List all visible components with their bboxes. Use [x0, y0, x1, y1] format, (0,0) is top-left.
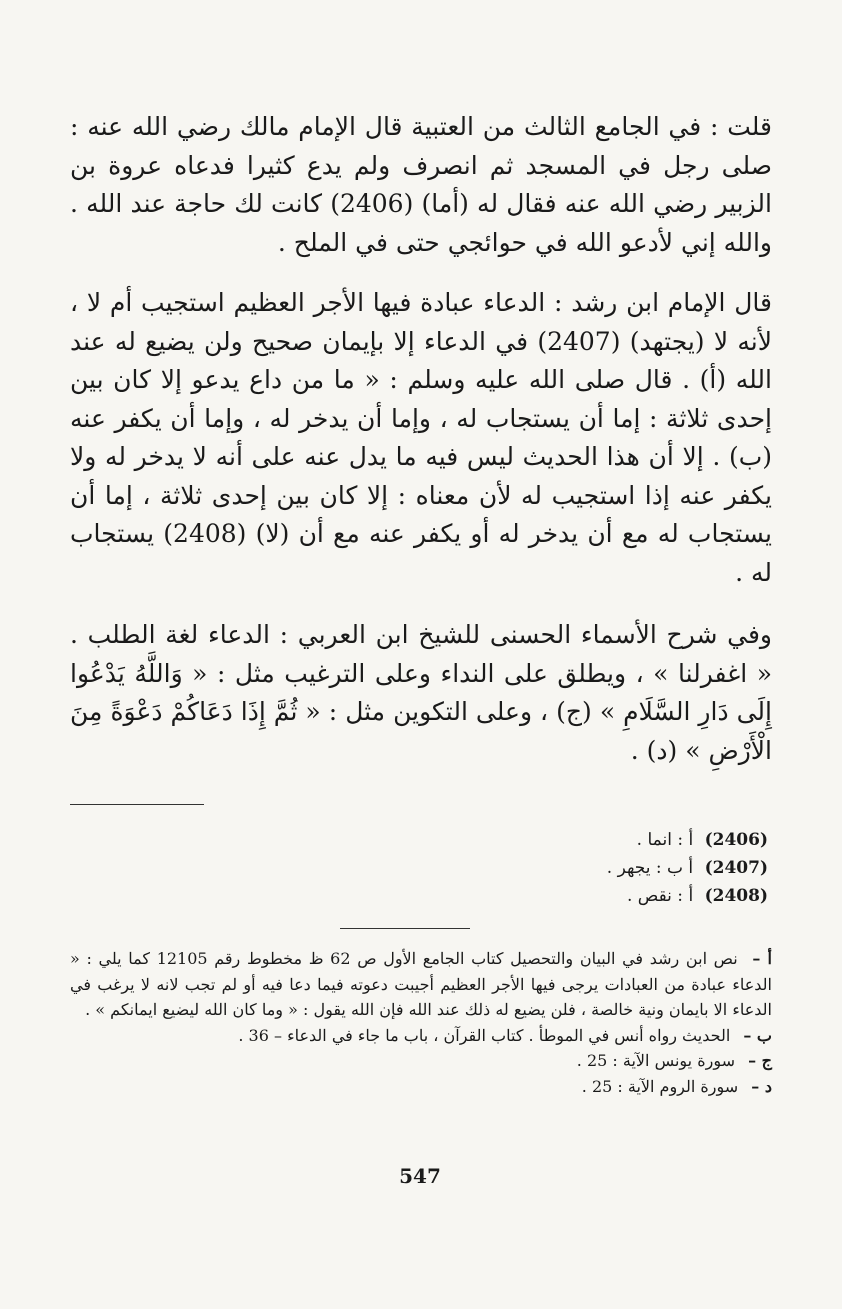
footnote-letter: ج – [748, 1051, 772, 1070]
source-footnote [70, 946, 772, 1023]
source-footnotes [70, 946, 772, 1099]
variant-footnote [368, 882, 768, 910]
footnote-number: (2408) [704, 886, 768, 906]
source-footnote [70, 1023, 772, 1049]
footnote-separator [70, 804, 204, 805]
variant-footnote [368, 854, 768, 882]
source-notes-separator [340, 928, 470, 929]
paragraph-1: قلت : في الجامع الثالث من العتبية قال الإمام مالك رضي الله عنه : صلى رجل في المسجد ثم انصرف ولم يدع كثيرا فدعاه عروة بن الزبير رضي الله عنه فقال له (أما) (2406) كانت لك حاجة عند الله . والله إني لأدعو الله في حوائجي حتى في الملح . [70, 112, 772, 257]
footnote-number: (2407) [704, 858, 768, 878]
variant-footnote [368, 826, 768, 854]
footnote-letter: أ – [752, 949, 773, 968]
footnote-letter: ب – [743, 1025, 772, 1045]
footnote-text: سورة يونس الآية : 25 . [576, 1051, 735, 1070]
footnote-text: أ : نقص . [626, 886, 694, 906]
paragraph-2: قال الإمام ابن رشد : الدعاء عبادة فيها الأجر العظيم استجيب أم لا ، لأنه لا (يجتهد) (2407) في الدعاء إلا بإيمان صحيح ولن يضيع له عند الله (أ) . قال صلى الله عليه وسلم : « ما من داع يدعو إلا كان بين إحدى ثلاثة : إما أن يستجاب له ، وإما أن يدخر له ، وإما أن يكفر عنه (ب) . إلا أن هذا الحديث ليس فيه ما يدل عنه على أنه لا يدخر له ولا يكفر عنه إذا استجيب له لأن معناه : إلا كان بين إحدى ثلاثة ، إما أن يستجاب له مع أن يدخر له أو يكفر عنه مع أن (لا) (2408) يستجاب له . [70, 288, 773, 587]
footnote-letter: د – [751, 1076, 772, 1096]
footnote-text: أ ب : يجهر . [606, 858, 694, 878]
footnote-text: نص ابن رشد في البيان والتحصيل كتاب الجامع الأول ص 62 ظ مخطوط رقم 12105 كما يلي : « الدعاء عبادة من العبادات يرجى فيها الأجر العظيم أجيبت دعوته فيما دعا فيه أو لم تجب لانه لا يرغب في الدعاء الا بايمان ونية خالصة ، فلن يضيع له ذلك عند الله فإن الله يقول : « وما كان الله ليضيع ايمانكم » . [70, 949, 772, 1019]
page-number: 547 [399, 1164, 441, 1188]
footnote-text: أ : انما . [636, 830, 694, 850]
paragraph-3: وفي شرح الأسماء الحسنى للشيخ ابن العربي : الدعاء لغة الطلب . « اغفرلنا » ، ويطلق على النداء وعلى الترغيب مثل : « وَاللَّهُ يَدْعُوا إِلَى دَارِ السَّلَامِ » (ج) ، وعلى التكوين مثل : « ثُمَّ إِذَا دَعَاكُمْ دَعْوَةً مِنَ الْأَرْضِ » (د) . [70, 620, 772, 765]
source-footnote [70, 1048, 772, 1074]
source-footnote [70, 1074, 772, 1100]
footnote-number: (2406) [704, 830, 768, 850]
variant-footnotes [368, 826, 768, 910]
footnote-text: الحديث رواه أنس في الموطأ . كتاب القرآن ، باب ما جاء في الدعاء – 36 . [238, 1025, 731, 1045]
footnote-text: سورة الروم الآية : 25 . [581, 1076, 739, 1096]
